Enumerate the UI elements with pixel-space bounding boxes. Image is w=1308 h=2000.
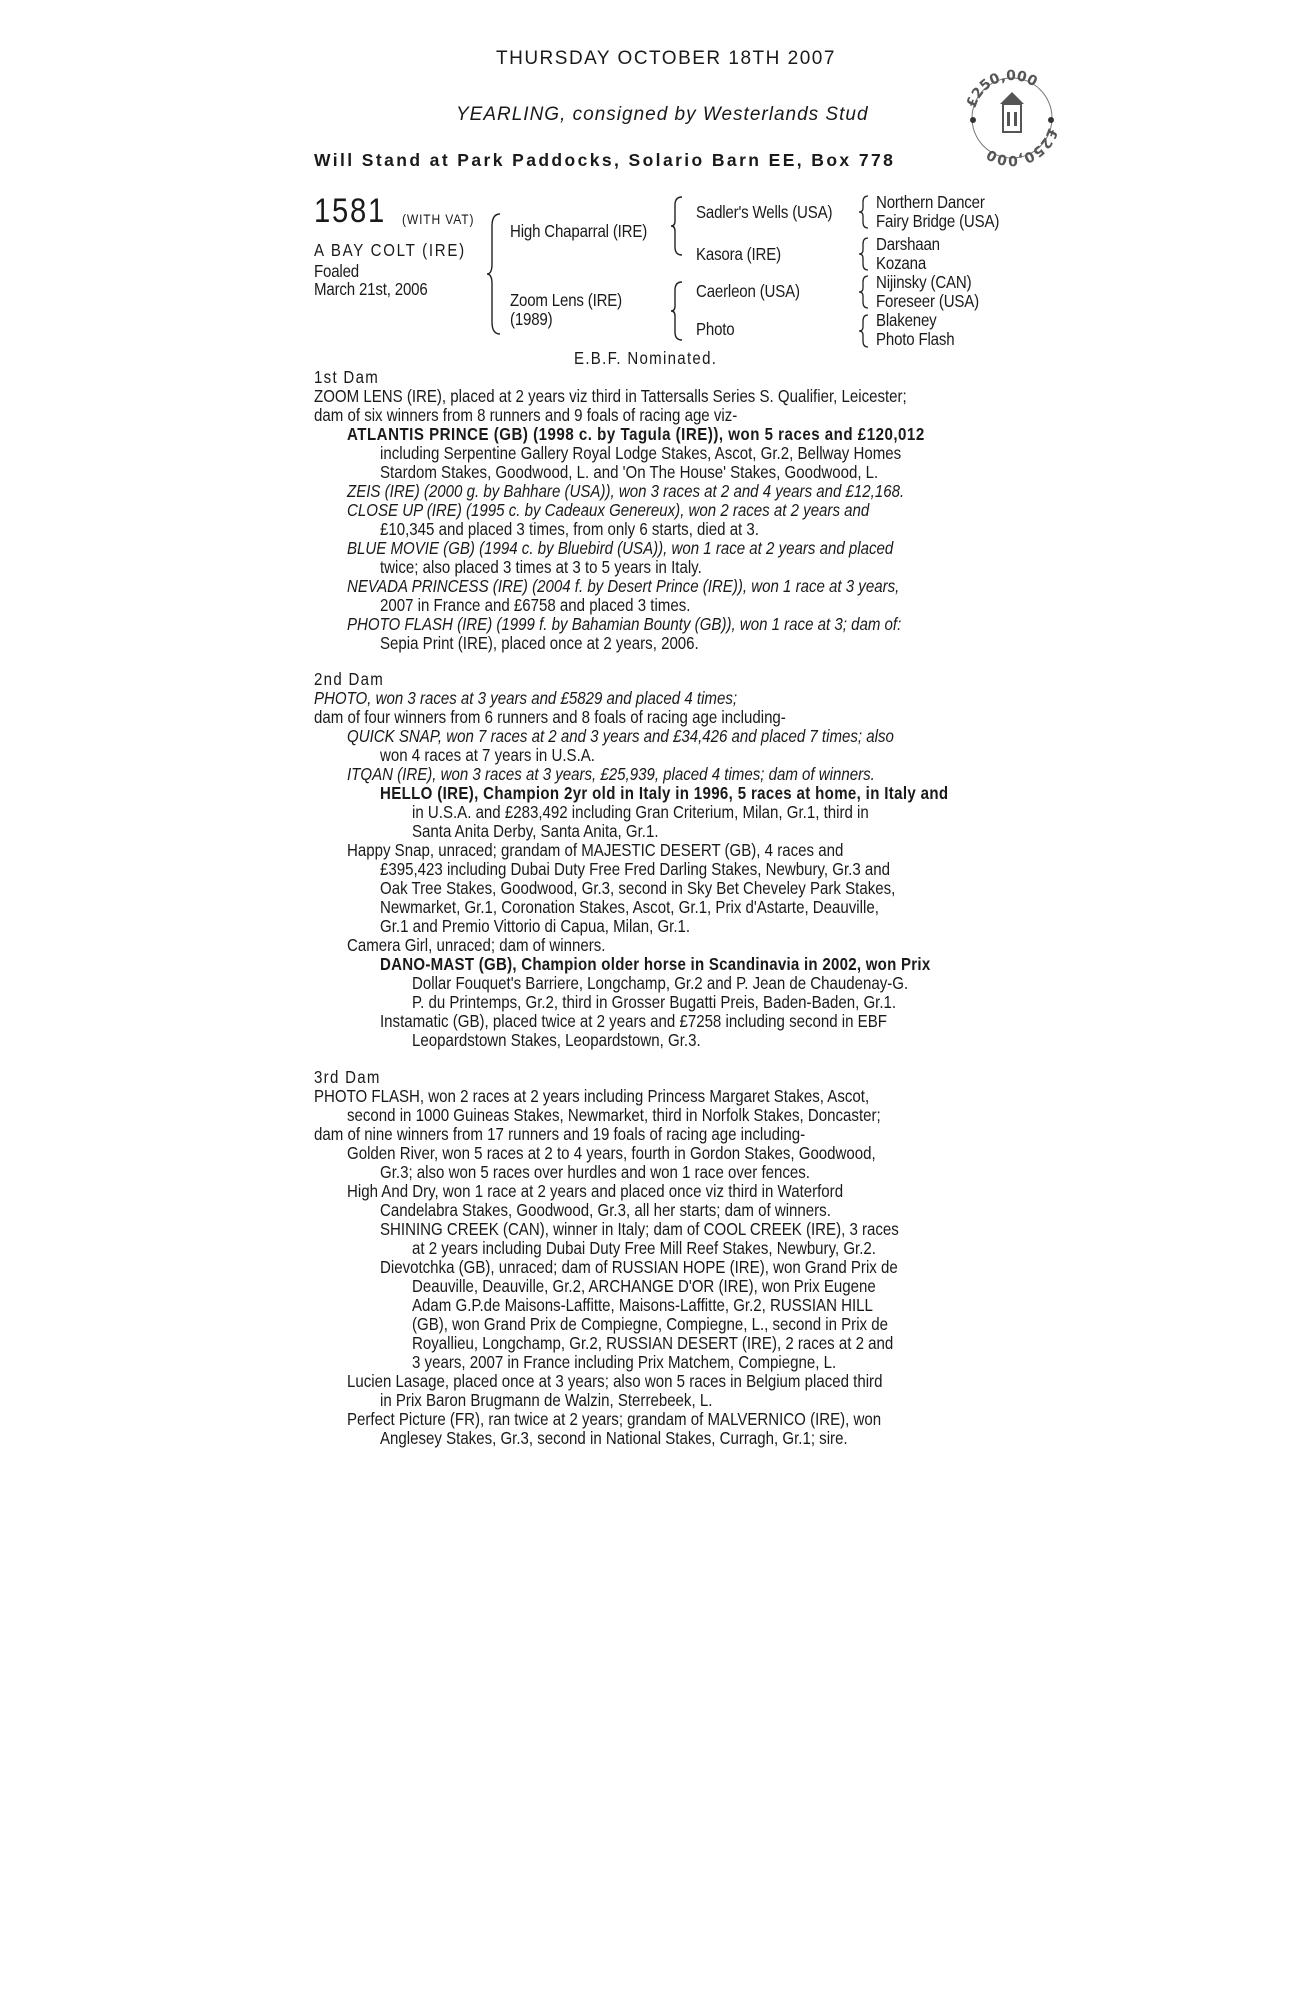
first-dam-line: twice; also placed 3 times at 3 to 5 years in Italy. <box>380 557 702 577</box>
foaled-date: March 21st, 2006 <box>314 279 428 299</box>
pedigree-ss-dam: Fairy Bridge (USA) <box>876 211 1000 231</box>
pedigree-brace-sd <box>858 236 870 272</box>
third-dam-line: in Prix Baron Brugmann de Walzin, Sterrebeek, L. <box>380 1390 713 1410</box>
ebf-nomination: E.B.F. Nominated. <box>574 348 718 368</box>
third-dam-line: 3 years, 2007 in France including Prix Matchem, Compiegne, L. <box>412 1352 837 1372</box>
second-dam-line: Happy Snap, unraced; grandam of MAJESTIC DESERT (GB), 4 races and <box>347 840 844 860</box>
second-dam-line: £395,423 including Dubai Duty Free Fred Darling Stakes, Newbury, Gr.3 and <box>380 859 891 879</box>
pedigree-brace-dd <box>858 313 870 349</box>
third-dam-line: Dievotchka (GB), unraced; dam of RUSSIAN HOPE (IRE), won Grand Prix de <box>380 1257 898 1277</box>
svg-text:£250,000: £250,000 <box>963 67 1040 110</box>
pedigree-dd-sire: Blakeney <box>876 310 937 330</box>
third-dam-line: Lucien Lasage, placed once at 3 years; also won 5 races in Belgium placed third <box>347 1371 883 1391</box>
pedigree-brace-dam <box>670 280 684 342</box>
lot-number: 1581 <box>314 192 386 230</box>
third-dam-line: Perfect Picture (FR), ran twice at 2 years; grandam of MALVERNICO (IRE), won <box>347 1409 882 1429</box>
pedigree-dd-dam: Photo Flash <box>876 329 955 349</box>
third-dam-line: dam of nine winners from 17 runners and 19 foals of racing age including- <box>314 1124 806 1144</box>
second-dam-line: in U.S.A. and £283,492 including Gran Criterium, Milan, Gr.1, third in <box>412 802 869 822</box>
pedigree-ds-dam: Foreseer (USA) <box>876 291 979 311</box>
first-dam-line: dam of six winners from 8 runners and 9 foals of racing age viz- <box>314 405 738 425</box>
first-dam-line: ZEIS (IRE) (2000 g. by Bahhare (USA)), won 3 races at 2 and 4 years and £12,168. <box>347 481 905 501</box>
consignment-line: YEARLING, consigned by Westerlands Stud <box>456 104 869 125</box>
second-dam-line: Camera Girl, unraced; dam of winners. <box>347 935 606 955</box>
first-dam-line: 2007 in France and £6758 and placed 3 times. <box>380 595 691 615</box>
pedigree-brace-ds <box>858 274 870 310</box>
third-dam-line: High And Dry, won 1 race at 2 years and placed once viz third in Waterford <box>347 1181 844 1201</box>
second-dam-line: Leopardstown Stakes, Leopardstown, Gr.3. <box>412 1030 701 1050</box>
price-seal-icon <box>960 66 1064 170</box>
second-dam-line: PHOTO, won 3 races at 3 years and £5829 and placed 4 times; <box>314 688 738 708</box>
third-dam-line: (GB), won Grand Prix de Compiegne, Compiegne, L., second in Prix de <box>412 1314 888 1334</box>
third-dam-line: Gr.3; also won 5 races over hurdles and won 1 race over fences. <box>380 1162 810 1182</box>
second-dam-heading: 2nd Dam <box>314 669 385 689</box>
third-dam-line: second in 1000 Guineas Stakes, Newmarket, third in Norfolk Stakes, Doncaster; <box>347 1105 881 1125</box>
second-dam-line: QUICK SNAP, won 7 races at 2 and 3 years and £34,426 and placed 7 times; also <box>347 726 894 746</box>
second-dam-line: Newmarket, Gr.1, Coronation Stakes, Ascot, Gr.1, Prix d'Astarte, Deauville, <box>380 897 879 917</box>
third-dam-line: Anglesey Stakes, Gr.3, second in National Stakes, Curragh, Gr.1; sire. <box>380 1428 848 1448</box>
first-dam-line: ATLANTIS PRINCE (GB) (1998 c. by Tagula (IRE)), won 5 races and £120,012 <box>347 424 925 444</box>
first-dam-line: BLUE MOVIE (GB) (1994 c. by Bluebird (USA)), won 1 race at 2 years and placed <box>347 538 894 558</box>
first-dam-line: Sepia Print (IRE), placed once at 2 years, 2006. <box>380 633 699 653</box>
pedigree-brace-sire <box>670 195 684 257</box>
second-dam-line: dam of four winners from 6 runners and 8 foals of racing age including- <box>314 707 786 727</box>
third-dam-heading: 3rd Dam <box>314 1067 381 1087</box>
pedigree-brace-ss <box>858 194 870 230</box>
vat-note: (WITH VAT) <box>402 211 475 227</box>
pedigree-sd-sire: Darshaan <box>876 234 940 254</box>
pedigree-dam-year: (1989) <box>510 309 553 329</box>
third-dam-line: Adam G.P.de Maisons-Laffitte, Maisons-Laffitte, Gr.2, RUSSIAN HILL <box>412 1295 873 1315</box>
pedigree-sire-sire: Sadler's Wells (USA) <box>696 202 833 222</box>
third-dam-line: SHINING CREEK (CAN), winner in Italy; dam of COOL CREEK (IRE), 3 races <box>380 1219 899 1239</box>
first-dam-line: CLOSE UP (IRE) (1995 c. by Cadeaux Genereux), won 2 races at 2 years and <box>347 500 870 520</box>
lot-description: A BAY COLT (IRE) <box>314 240 466 260</box>
pedigree-brace-main <box>486 212 502 336</box>
pedigree-dam-sire: Caerleon (USA) <box>696 281 800 301</box>
third-dam-line: Candelabra Stakes, Goodwood, Gr.3, all her starts; dam of winners. <box>380 1200 831 1220</box>
pedigree-sd-dam: Kozana <box>876 253 927 273</box>
sale-date: THURSDAY OCTOBER 18TH 2007 <box>496 48 836 69</box>
pedigree-dam-dam: Photo <box>696 319 735 339</box>
third-dam-line: PHOTO FLASH, won 2 races at 2 years including Princess Margaret Stakes, Ascot, <box>314 1086 870 1106</box>
pedigree-ss-sire: Northern Dancer <box>876 192 985 212</box>
second-dam-line: HELLO (IRE), Champion 2yr old in Italy in 1996, 5 races at home, in Italy and <box>380 783 949 803</box>
foaled-label: Foaled <box>314 261 359 281</box>
pedigree-ds-sire: Nijinsky (CAN) <box>876 272 972 292</box>
second-dam-line: P. du Printemps, Gr.2, third in Grosser Bugatti Preis, Baden-Baden, Gr.1. <box>412 992 897 1012</box>
second-dam-line: Dollar Fouquet's Barriere, Longchamp, Gr.2 and P. Jean de Chaudenay-G. <box>412 973 909 993</box>
first-dam-line: PHOTO FLASH (IRE) (1999 f. by Bahamian Bounty (GB)), won 1 race at 3; dam of: <box>347 614 902 634</box>
first-dam-line: NEVADA PRINCESS (IRE) (2004 f. by Desert Prince (IRE)), won 1 race at 3 years, <box>347 576 900 596</box>
first-dam-line: Stardom Stakes, Goodwood, L. and 'On The House' Stakes, Goodwood, L. <box>380 462 879 482</box>
third-dam-line: Golden River, won 5 races at 2 to 4 years, fourth in Gordon Stakes, Goodwood, <box>347 1143 876 1163</box>
pedigree-sire: High Chaparral (IRE) <box>510 221 648 241</box>
second-dam-line: Gr.1 and Premio Vittorio di Capua, Milan, Gr.1. <box>380 916 691 936</box>
second-dam-line: DANO-MAST (GB), Champion older horse in Scandinavia in 2002, won Prix <box>380 954 931 974</box>
third-dam-line: Deauville, Deauville, Gr.2, ARCHANGE D'OR (IRE), won Prix Eugene <box>412 1276 876 1296</box>
third-dam-line: Royallieu, Longchamp, Gr.2, RUSSIAN DESERT (IRE), 2 races at 2 and <box>412 1333 894 1353</box>
second-dam-line: ITQAN (IRE), won 3 races at 3 years, £25,939, placed 4 times; dam of winners. <box>347 764 875 784</box>
first-dam-line: including Serpentine Gallery Royal Lodge Stakes, Ascot, Gr.2, Bellway Homes <box>380 443 902 463</box>
svg-text:£250,000: £250,000 <box>984 126 1061 169</box>
third-dam-line: at 2 years including Dubai Duty Free Mill Reef Stakes, Newbury, Gr.2. <box>412 1238 876 1258</box>
second-dam-line: Instamatic (GB), placed twice at 2 years and £7258 including second in EBF <box>380 1011 887 1031</box>
second-dam-line: won 4 races at 7 years in U.S.A. <box>380 745 595 765</box>
first-dam-heading: 1st Dam <box>314 367 380 387</box>
stable-location: Will Stand at Park Paddocks, Solario Barn EE, Box 778 <box>314 150 896 170</box>
pedigree-sire-dam: Kasora (IRE) <box>696 244 781 264</box>
second-dam-line: Santa Anita Derby, Santa Anita, Gr.1. <box>412 821 659 841</box>
first-dam-line: ZOOM LENS (IRE), placed at 2 years viz third in Tattersalls Series S. Qualifier, Leicester; <box>314 386 907 406</box>
second-dam-line: Oak Tree Stakes, Goodwood, Gr.3, second in Sky Bet Cheveley Park Stakes, <box>380 878 896 898</box>
first-dam-line: £10,345 and placed 3 times, from only 6 starts, died at 3. <box>380 519 759 539</box>
pedigree-dam: Zoom Lens (IRE) <box>510 290 623 310</box>
